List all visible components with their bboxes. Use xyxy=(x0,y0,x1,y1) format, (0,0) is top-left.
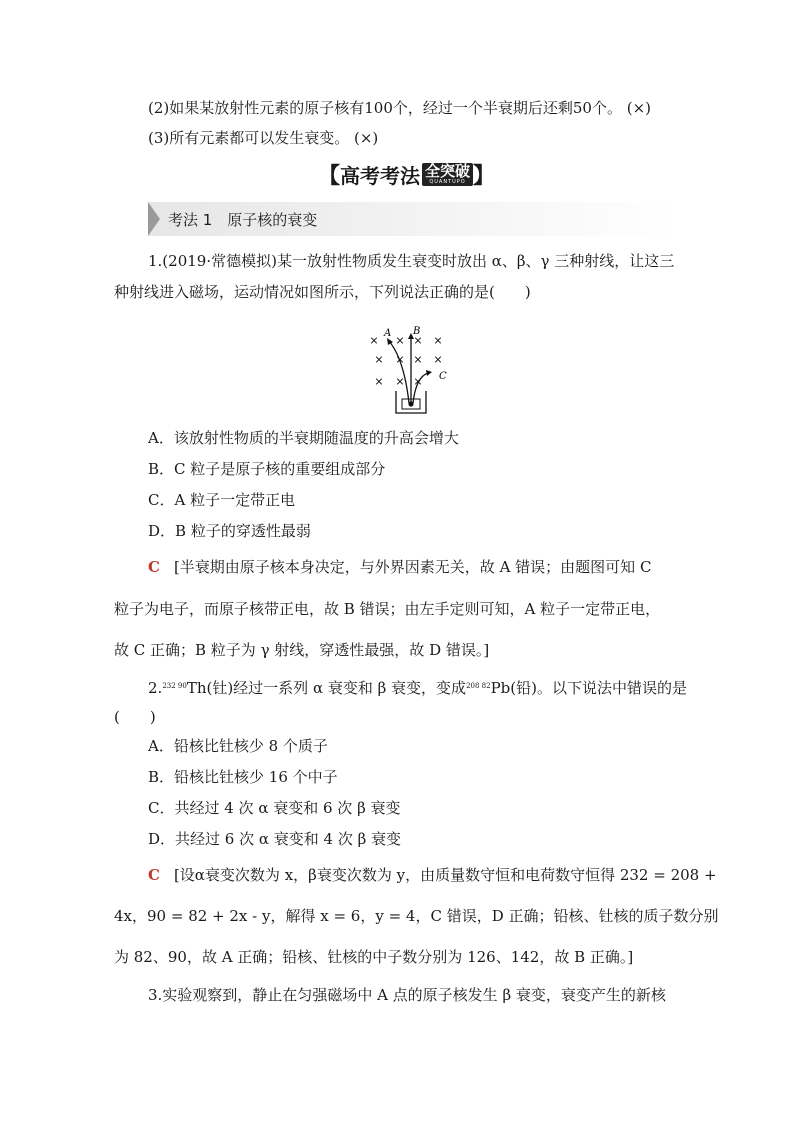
banner-title: 高考考法 xyxy=(340,163,421,188)
q2-sup-pb: 208 82 xyxy=(466,682,491,690)
source-dot xyxy=(408,401,413,406)
q1-option-c: C．A 粒子一定带正电 xyxy=(148,491,296,509)
field-mark: × xyxy=(374,375,384,388)
q2-stem-1 xyxy=(148,678,687,698)
q1-option-d: D．B 粒子的穿透性最弱 xyxy=(148,522,311,540)
ray-c-arrow xyxy=(426,370,432,376)
field-mark: × xyxy=(413,353,423,366)
q2-option-c: C．共经过 4 次 α 衰变和 6 次 β 衰变 xyxy=(148,799,401,817)
magnetic-field-figure xyxy=(366,325,456,417)
q2-paren: ( ) xyxy=(114,708,156,726)
field-mark: × xyxy=(395,334,405,347)
q1-explain-text: [半衰期由原子核本身决定，与外界因素无关，故 A 错误；由题图可知 C xyxy=(173,558,652,576)
q2-sup-th: 232 90 xyxy=(162,682,187,690)
q2-option-b: B．铅核比钍核少 16 个中子 xyxy=(148,768,338,786)
label-b: B xyxy=(413,326,421,337)
field-mark: × xyxy=(374,353,384,366)
q1-explain-2: 粒子为电子，而原子核带正电，故 B 错误；由左手定则可知，A 粒子一定带正电， xyxy=(114,600,661,618)
item-3: (3)所有元素都可以发生衰变。 (×) xyxy=(148,129,379,147)
q2-stem-a: Th(钍)经过一系列 α 衰变和 β 衰变，变成 xyxy=(186,679,467,697)
q2-stem-b: Pb(铅)。以下说法中错误的是 xyxy=(490,679,687,697)
field-mark: × xyxy=(433,353,443,366)
q2-option-d: D．共经过 6 次 α 衰变和 4 次 β 衰变 xyxy=(148,830,402,848)
field-mark: × xyxy=(413,334,423,347)
bracket-right: 】 xyxy=(473,163,496,189)
q1-stem-2: 种射线进入磁场，运动情况如图所示，下列说法正确的是( ) xyxy=(114,283,531,301)
field-mark: × xyxy=(395,353,405,366)
q1-option-b: B．C 粒子是原子核的重要组成部分 xyxy=(148,460,386,478)
triangle-icon xyxy=(148,202,160,236)
item-2: (2)如果某放射性元素的原子核有100个，经过一个半衰期后还剩50个。 (×) xyxy=(148,99,652,117)
section-header xyxy=(148,202,678,236)
bracket-left: 【 xyxy=(318,163,341,189)
section-title: 考法 1 原子核的衰变 xyxy=(168,211,318,229)
q1-explain-3: 故 C 正确；B 粒子为 γ 射线，穿透性最强，故 D 错误。] xyxy=(114,641,490,659)
q1-answer: C xyxy=(148,558,160,576)
field-mark: × xyxy=(395,375,405,388)
ray-a xyxy=(389,341,409,403)
q1-option-a: A．该放射性物质的半衰期随温度的升高会增大 xyxy=(148,429,459,447)
ray-a-arrow xyxy=(387,338,393,345)
q2-number: 2. xyxy=(148,679,163,697)
label-c: C xyxy=(439,371,447,382)
field-mark: × xyxy=(369,334,379,347)
q2-explain-3: 为 82、90，故 A 正确；铅核、钍核的中子数分别为 126、142，故 B 正确。] xyxy=(114,948,634,966)
banner-badge xyxy=(422,163,473,186)
q1-stem-1: 1.(2019·常德模拟)某一放射性物质发生衰变时放出 α、β、γ 三种射线，让这三 xyxy=(148,252,675,270)
badge-subtext: QUANTUPO xyxy=(429,178,466,185)
q2-option-a: A．铅核比钍核少 8 个质子 xyxy=(148,737,328,755)
field-mark: × xyxy=(433,334,443,347)
q2-explain-text: [设α衰变次数为 x，β衰变次数为 y，由质量数守恒和电荷数守恒得 232 = 208 + xyxy=(173,866,717,884)
label-a: A xyxy=(384,328,392,339)
q2-answer: C xyxy=(148,866,160,884)
q1-explain-1 xyxy=(148,557,651,577)
field-mark: × xyxy=(413,375,423,388)
section-banner xyxy=(318,160,495,188)
q2-explain-1 xyxy=(148,865,717,885)
badge-text: 全突破 xyxy=(425,161,471,180)
q2-explain-2: 4x，90 = 82 + 2x - y，解得 x = 6，y = 4，C 错误，D 正确；铅核、钍核的质子数分别 xyxy=(114,907,719,925)
q3-stem-1: 3.实验观察到，静止在匀强磁场中 A 点的原子核发生 β 衰变，衰变产生的新核 xyxy=(148,986,666,1004)
